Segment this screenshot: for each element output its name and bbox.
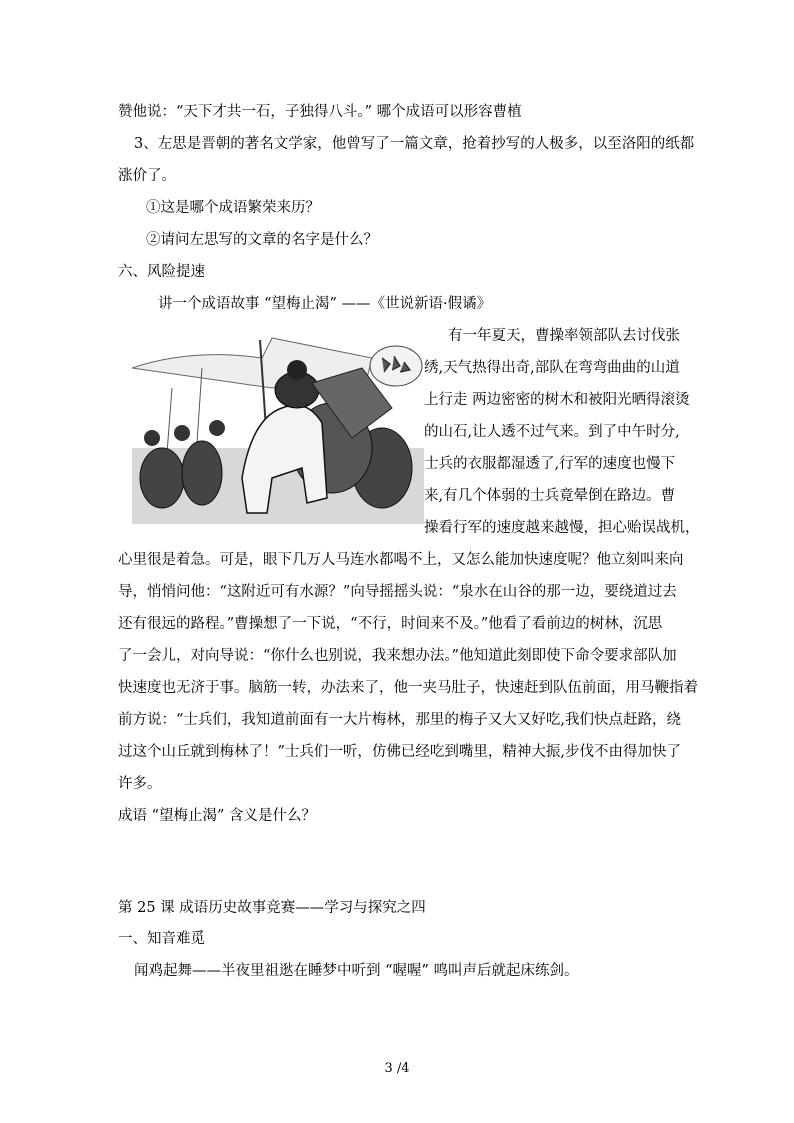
story-line: 操看行军的速度越来越慢，担心贻误战机， [424, 520, 700, 536]
text-line: 涨价了。 [118, 168, 176, 184]
story-line: 的山石,让人透不过气来。到了中午时分, [424, 424, 680, 440]
story-line: 绣,天气热得出奇,部队在弯弯曲曲的山道 [424, 360, 680, 376]
text-line: 赞他说：“天下才共一石，子独得八斗。” 哪个成语可以形容曹植 [118, 104, 522, 120]
story-heading: 讲一个成语故事 “望梅止渴” ——《世说新语·假谲》 [158, 296, 492, 312]
story-line: 士兵的衣服都湿透了,行军的速度也慢下 [424, 456, 676, 472]
story-line: 导，悄悄问他：“这附近可有水源？”向导摇摇头说：“泉水在山谷的那一边，要绕道过去 [118, 584, 677, 600]
text-line: 闻鸡起舞——半夜里祖逖在睡梦中听到 “喔喔” 鸣叫声后就起床练剑。 [134, 963, 579, 979]
section-heading: 六、风险提速 [118, 264, 205, 280]
text-line: ②请问左思写的文章的名字是什么？ [146, 232, 378, 248]
lesson-title: 第 25 课 成语历史故事竞赛——学习与探究之四 [118, 900, 426, 916]
story-line: 来,有几个体弱的士兵竟晕倒在路边。曹 [424, 488, 676, 504]
question-line: 成语 “望梅止渴” 含义是什么？ [118, 808, 317, 824]
story-line: 快速度也无济于事。脑筋一转，办法来了，他一夹马肚子，快速赶到队伍前面，用马鞭指着 [118, 680, 698, 696]
story-line: 前方说：“士兵们，我知道前面有一大片梅林，那里的梅子又大又好吃,我们快点赶路，绕 [118, 712, 682, 728]
story-line: 过这个山丘就到梅林了！”士兵们一听，仿佛已经吃到嘴里，精神大振,步伐不由得加快了 [118, 744, 682, 760]
text-line: 3、左思是晋朝的著名文学家，他曾写了一篇文章，抢着抄写的人极多，以至洛阳的纸都 [134, 136, 695, 152]
story-line: 上行走 两边密密的树木和被阳光晒得滚烫 [424, 392, 690, 408]
text-line: ①这是哪个成语繁荣来历？ [146, 200, 320, 216]
cao-cao-cavalry-illustration [132, 328, 424, 524]
story-line: 还有很远的路程。”曹操想了一下说，“不行，时间来不及。”他看了看前边的树林，沉思 [118, 616, 663, 632]
section-heading: 一、知音难觅 [118, 931, 205, 947]
story-line: 心里很是着急。可是，眼下几万人马连水都喝不上，又怎么能加快速度呢？他立刻叫来向 [118, 552, 684, 568]
story-line: 了一会儿，对向导说：“你什么也别说，我来想办法。”他知道此刻即使下命令要求部队加 [118, 648, 677, 664]
story-line: 有一年夏天，曹操率领部队去讨伐张 [448, 328, 680, 344]
story-line: 许多。 [118, 776, 162, 792]
page-number: 3 /4 [384, 1061, 410, 1076]
